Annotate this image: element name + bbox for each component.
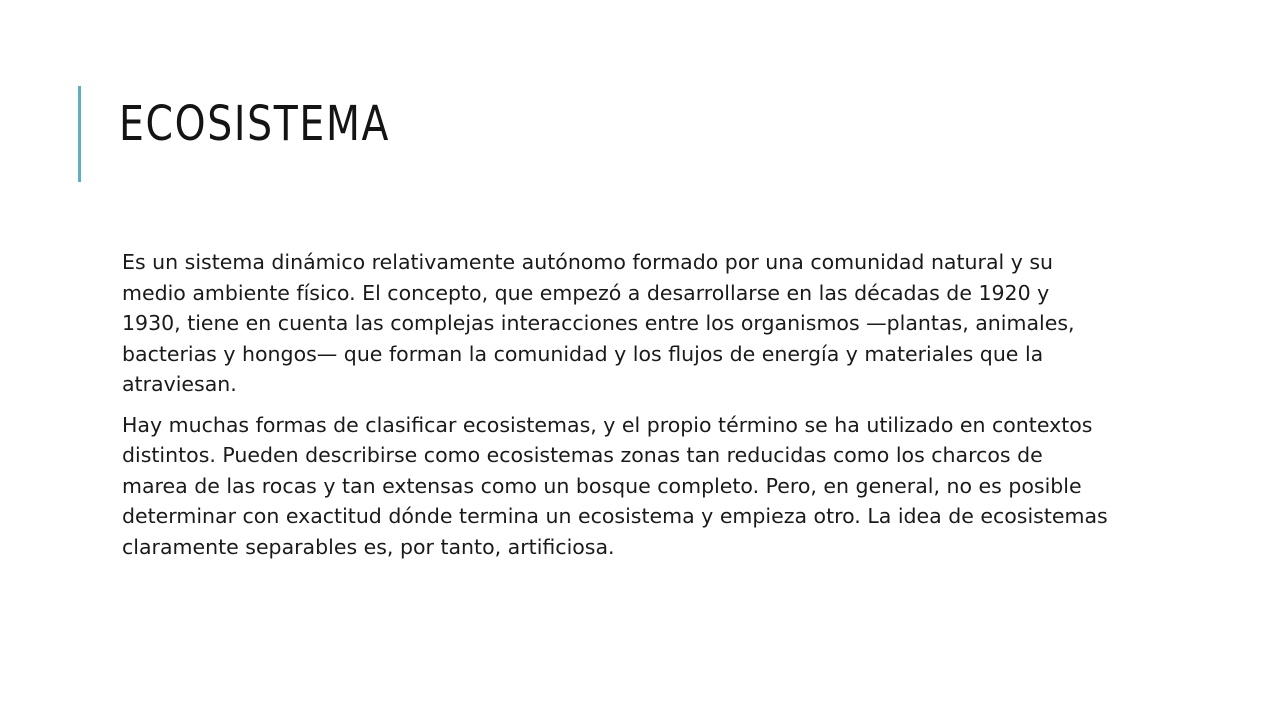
slide-body bbox=[122, 247, 1112, 572]
title-accent-bar bbox=[78, 86, 81, 182]
body-paragraph: Hay muchas formas de clasificar ecosistemas, y el propio término se ha utilizado en contextos distintos. Pueden describirse como ecosistemas zonas tan reducidas como los charcos de marea de las rocas y tan extensas como un bosque completo. Pero, en general, no es posible determinar con exactitud dónde termina un ecosistema y empieza otro. La idea de ecosistemas claramente separables es, por tanto, artificiosa. bbox=[122, 412, 1108, 559]
body-paragraph: Es un sistema dinámico relativamente autónomo formado por una comunidad natural y su medio ambiente físico. El concepto, que empezó a desarrollarse en las décadas de 1920 y 1930, tiene en cuenta las complejas interacciones entre los organismos —plantas, animales, bacterias y hongos— que forman la comunidad y los flujos de energía y materiales que la atraviesan. bbox=[122, 250, 1075, 396]
slide-title: ECOSISTEMA bbox=[119, 96, 391, 152]
